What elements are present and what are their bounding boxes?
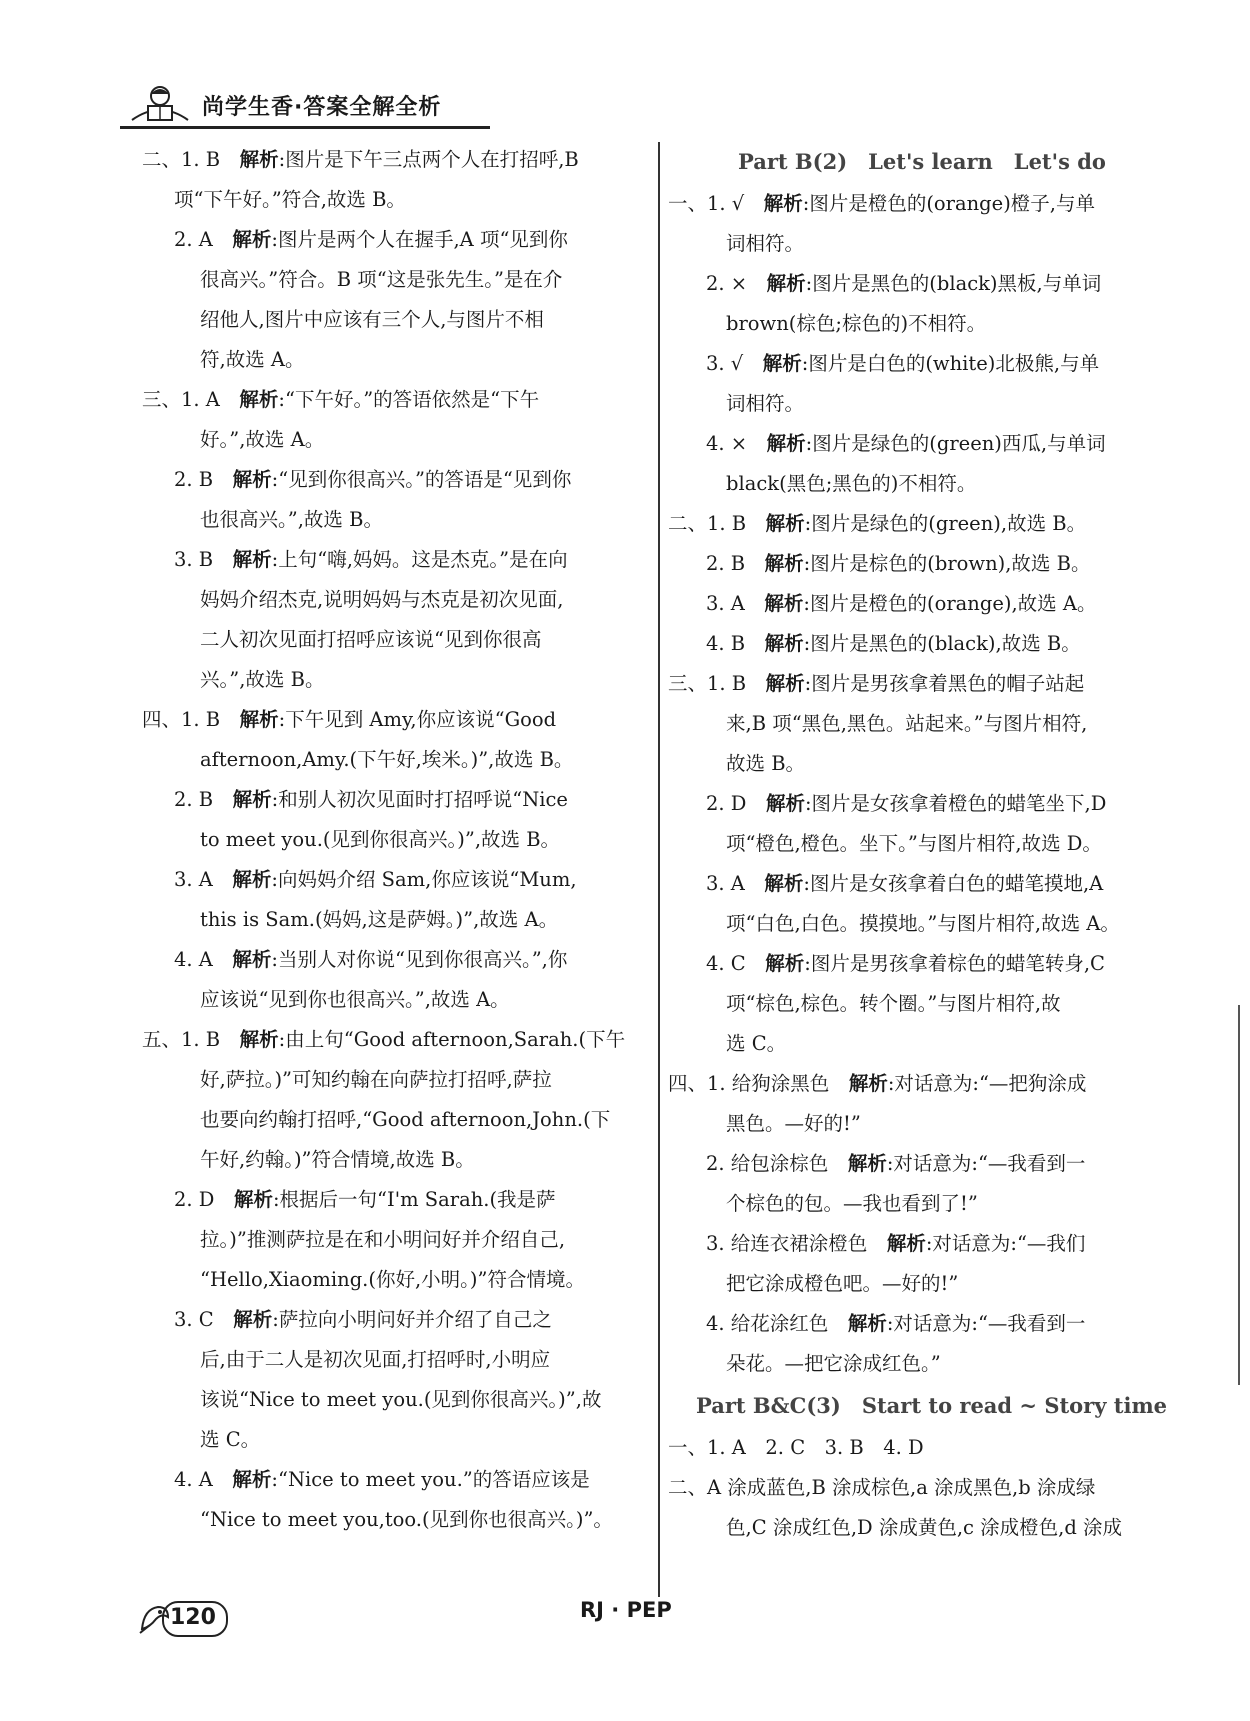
answer-line <box>668 424 1193 464</box>
page-number: 120 <box>170 1605 216 1630</box>
analysis-label: 解析 <box>239 1028 279 1051</box>
page-number-badge <box>140 1597 230 1637</box>
answer-text: :“见到你很高兴。”的答语是“见到你 <box>271 468 572 491</box>
answer-text: 兴。”,故选 B。 <box>200 668 325 691</box>
answer-line <box>142 700 652 740</box>
answer-line <box>142 860 652 900</box>
answer-text: this is Sam.(妈妈,这是萨姆。)”,故选 A。 <box>200 908 559 931</box>
answer-text: :由上句“Good afternoon,Sarah.(下午 <box>278 1028 626 1051</box>
answer-text: afternoon,Amy.(下午好,埃米。)”,故选 B。 <box>200 748 574 771</box>
answer-line <box>142 420 652 460</box>
answer-text: 4. × <box>706 432 767 455</box>
answer-line <box>668 544 1193 584</box>
answer-line <box>142 300 652 340</box>
answer-line <box>142 620 652 660</box>
answer-line <box>142 1340 652 1380</box>
answer-line <box>668 1104 1193 1144</box>
analysis-label: 解析 <box>232 1468 272 1491</box>
answer-text: to meet you.(见到你很高兴。)”,故选 B。 <box>200 828 561 851</box>
answer-text: 也要向约翰打招呼,“Good afternoon,John.(下 <box>200 1108 611 1131</box>
answer-text: :“下午好。”的答语依然是“下午 <box>278 388 540 411</box>
answer-line <box>668 1468 1193 1508</box>
analysis-label: 解析 <box>239 708 279 731</box>
answer-text: 3. A <box>706 592 765 615</box>
answer-line <box>668 304 1193 344</box>
answer-text: :根据后一句“I'm Sarah.(我是萨 <box>272 1188 556 1211</box>
answer-line <box>142 380 652 420</box>
answer-line <box>668 1064 1193 1104</box>
answer-text: 后,由于二人是初次见面,打招呼时,小明应 <box>200 1348 551 1371</box>
answer-text: 4. A <box>174 1468 233 1491</box>
answer-text: 很高兴。”符合。B 项“这是张先生。”是在介 <box>200 268 563 291</box>
answer-line <box>142 980 652 1020</box>
answer-text: 色,C 涂成红色,D 涂成黄色,c 涂成橙色,d 涂成 <box>726 1516 1123 1539</box>
answer-line <box>668 1304 1193 1344</box>
answer-line <box>668 464 1193 504</box>
answer-text: :对话意为:“—我看到一 <box>886 1152 1086 1175</box>
answer-text: 项“白色,白色。摸摸地。”与图片相符,故选 A。 <box>726 912 1120 935</box>
answer-text: :图片是白色的(white)北极熊,与单 <box>801 352 1100 375</box>
answer-text: :图片是两个人在握手,A 项“见到你 <box>271 228 568 251</box>
answer-text: 4. 给花涂红色 <box>706 1312 848 1335</box>
analysis-label: 解析 <box>764 592 804 615</box>
answer-line <box>142 1300 652 1340</box>
edition-label: RJ · PEP <box>580 1598 672 1622</box>
answer-text: 黑色。—好的!” <box>726 1112 861 1135</box>
answer-line <box>668 1144 1193 1184</box>
answer-text: 2. B <box>706 552 765 575</box>
answer-line <box>142 1220 652 1260</box>
answer-text: “Nice to meet you,too.(见到你也很高兴。)”。 <box>200 1508 613 1531</box>
answer-text: 午好,约翰。)”符合情境,故选 B。 <box>200 1148 475 1171</box>
answer-line <box>142 180 652 220</box>
answer-text: :图片是橙色的(orange)橙子,与单 <box>802 192 1096 215</box>
analysis-label: 解析 <box>766 432 806 455</box>
answer-text: :图片是男孩拿着黑色的帽子站起 <box>804 672 1085 695</box>
answer-text: 3. B <box>174 548 233 571</box>
answer-text: 4. A <box>174 948 233 971</box>
answer-line <box>142 260 652 300</box>
page-edge-mark <box>1238 1005 1240 1385</box>
answer-line <box>668 784 1193 824</box>
analysis-label: 解析 <box>232 548 272 571</box>
answer-text: 应该说“见到你也很高兴。”,故选 A。 <box>200 988 510 1011</box>
answer-line <box>142 1140 652 1180</box>
answer-text: :对话意为:“—我们 <box>925 1232 1086 1255</box>
answer-text: 一、1. √ <box>668 192 764 215</box>
reading-child-logo-icon <box>130 82 190 126</box>
analysis-label: 解析 <box>765 792 805 815</box>
answer-text: :图片是棕色的(brown),故选 B。 <box>803 552 1091 575</box>
answer-text: :图片是橙色的(orange),故选 A。 <box>803 592 1097 615</box>
answer-text: 词相符。 <box>726 232 805 255</box>
answer-line <box>142 1180 652 1220</box>
analysis-label: 解析 <box>765 672 805 695</box>
analysis-label: 解析 <box>233 1308 273 1331</box>
analysis-label: 解析 <box>764 872 804 895</box>
answer-line <box>142 1500 652 1540</box>
answer-line <box>668 1508 1193 1548</box>
answer-text: 3. √ <box>706 352 763 375</box>
answer-text: 二、A 涂成蓝色,B 涂成棕色,a 涂成黑色,b 涂成绿 <box>668 1476 1096 1499</box>
answer-text: 妈妈介绍杰克,说明妈妈与杰克是初次见面, <box>200 588 564 611</box>
answer-line <box>668 1184 1193 1224</box>
answer-text: 五、1. B <box>142 1028 240 1051</box>
answer-text: :图片是男孩拿着棕色的蜡笔转身,C <box>804 952 1105 975</box>
right-answers-block-2 <box>668 1428 1193 1548</box>
header-title: 尚学生香·答案全解全析 <box>202 95 442 120</box>
answer-text: 三、1. B <box>668 672 766 695</box>
answer-text: 4. B <box>706 632 765 655</box>
answer-line <box>668 344 1193 384</box>
answer-text: 2. B <box>174 468 233 491</box>
answer-text: :图片是女孩拿着白色的蜡笔摸地,A <box>803 872 1104 895</box>
answer-line <box>668 584 1193 624</box>
analysis-label: 解析 <box>847 1312 887 1335</box>
answer-line <box>142 1020 652 1060</box>
answer-text: 3. A <box>174 868 233 891</box>
answer-line <box>142 1460 652 1500</box>
analysis-label: 解析 <box>232 468 272 491</box>
analysis-label: 解析 <box>762 352 802 375</box>
answer-text: 2. 给包涂棕色 <box>706 1152 848 1175</box>
answer-text: 2. B <box>174 788 233 811</box>
answer-line <box>142 1380 652 1420</box>
answer-line <box>142 1260 652 1300</box>
answer-line <box>668 1024 1193 1064</box>
answer-text: “Hello,Xiaoming.(你好,小明。)”符合情境。 <box>200 1268 586 1291</box>
answer-text: 2. D <box>174 1188 234 1211</box>
answer-line <box>668 224 1193 264</box>
answer-line <box>142 540 652 580</box>
column-divider <box>658 142 660 1597</box>
answer-line <box>142 460 652 500</box>
answer-text: :图片是绿色的(green),故选 B。 <box>804 512 1087 535</box>
analysis-label: 解析 <box>847 1152 887 1175</box>
analysis-label: 解析 <box>232 228 272 251</box>
answer-text: 四、1. 给狗涂黑色 <box>668 1072 849 1095</box>
answer-text: 个棕色的包。—我也看到了!” <box>726 1192 978 1215</box>
answer-text: 二人初次见面打招呼应该说“见到你很高 <box>200 628 542 651</box>
analysis-label: 解析 <box>232 788 272 811</box>
answer-text: 该说“Nice to meet you.(见到你很高兴。)”,故 <box>200 1388 602 1411</box>
answer-text: 2. × <box>706 272 767 295</box>
right-answers-block-1 <box>668 184 1193 1384</box>
answer-line <box>668 904 1193 944</box>
answer-text: :图片是黑色的(black)黑板,与单词 <box>805 272 1102 295</box>
answer-line <box>668 824 1193 864</box>
answer-line <box>142 140 652 180</box>
answer-text: 四、1. B <box>142 708 240 731</box>
answer-line <box>668 944 1193 984</box>
answer-text: :下午见到 Amy,你应该说“Good <box>278 708 557 731</box>
left-column <box>142 140 652 1540</box>
answer-text: :萨拉向小明问好并介绍了自己之 <box>272 1308 552 1331</box>
answer-text: brown(棕色;棕色的)不相符。 <box>726 312 987 335</box>
answer-line <box>142 580 652 620</box>
analysis-label: 解析 <box>232 868 272 891</box>
answer-line <box>142 500 652 540</box>
answer-line <box>668 664 1193 704</box>
answer-text: :图片是绿色的(green)西瓜,与单词 <box>805 432 1106 455</box>
answer-line <box>668 984 1193 1024</box>
answer-line <box>142 780 652 820</box>
answer-line <box>668 1344 1193 1384</box>
analysis-label: 解析 <box>765 952 805 975</box>
answer-text: 项“橙色,橙色。坐下。”与图片相符,故选 D。 <box>726 832 1102 855</box>
answer-line <box>142 900 652 940</box>
header-rule <box>120 126 490 129</box>
answer-text: :向妈妈介绍 Sam,你应该说“Mum, <box>271 868 577 891</box>
analysis-label: 解析 <box>765 512 805 535</box>
answer-text: :对话意为:“—我看到一 <box>886 1312 1086 1335</box>
answer-text: 一、1. A 2. C 3. B 4. D <box>668 1436 924 1459</box>
analysis-label: 解析 <box>239 388 279 411</box>
answer-line <box>668 1264 1193 1304</box>
answer-text: 选 C。 <box>726 1032 787 1055</box>
answer-text: :上句“嗨,妈妈。这是杰克。”是在向 <box>271 548 568 571</box>
answer-line <box>142 1060 652 1100</box>
answer-line <box>668 1224 1193 1264</box>
right-column <box>668 140 1193 1548</box>
analysis-label: 解析 <box>220 148 279 171</box>
answer-line <box>142 660 652 700</box>
answer-text: black(黑色;黑色的)不相符。 <box>726 472 977 495</box>
analysis-label: 解析 <box>233 1188 273 1211</box>
analysis-label: 解析 <box>232 948 272 971</box>
analysis-label: 解析 <box>764 552 804 575</box>
answer-text: :“Nice to meet you.”的答语应该是 <box>271 1468 590 1491</box>
answer-line <box>142 820 652 860</box>
answer-text: 3. A <box>706 872 765 895</box>
answer-text: :当别人对你说“见到你很高兴。”,你 <box>271 948 568 971</box>
answer-text: :图片是黑色的(black),故选 B。 <box>803 632 1081 655</box>
answer-text: 来,B 项“黑色,黑色。站起来。”与图片相符, <box>726 712 1088 735</box>
answer-line <box>142 220 652 260</box>
answer-line <box>668 504 1193 544</box>
answer-text: 好。”,故选 A。 <box>200 428 325 451</box>
answer-text: 项“下午好。”符合,故选 B。 <box>174 188 406 211</box>
analysis-label: 解析 <box>886 1232 926 1255</box>
answer-text: 2. A <box>174 228 233 251</box>
answer-text: 也很高兴。”,故选 B。 <box>200 508 383 531</box>
answer-text: 绍他人,图片中应该有三个人,与图片不相 <box>200 308 544 331</box>
answer-line <box>142 340 652 380</box>
analysis-label: 解析 <box>848 1072 888 1095</box>
answer-text: 2. D <box>706 792 766 815</box>
answer-line <box>668 184 1193 224</box>
answer-line <box>142 1100 652 1140</box>
answer-text: 词相符。 <box>726 392 805 415</box>
answer-text: 符,故选 A。 <box>200 348 305 371</box>
answer-line <box>668 384 1193 424</box>
answer-line <box>142 940 652 980</box>
answer-text: :和别人初次见面时打招呼说“Nice <box>271 788 568 811</box>
section-heading-part-bc3: Part B&C(3) Start to read ~ Story time <box>696 1393 1168 1418</box>
section-heading-part-b2: Part B(2) Let's learn Let's do <box>738 149 1106 174</box>
answer-line <box>142 1420 652 1460</box>
answer-text: 朵花。—把它涂成红色。” <box>726 1352 941 1375</box>
answer-line <box>668 864 1193 904</box>
answer-text: 二、1. B <box>142 148 221 171</box>
answer-text: 拉。)”推测萨拉是在和小明问好并介绍自己, <box>200 1228 566 1251</box>
answer-text: :图片是下午三点两个人在打招呼,B <box>278 148 579 171</box>
answer-text: 4. C <box>706 952 766 975</box>
answer-text: 把它涂成橙色吧。—好的!” <box>726 1272 959 1295</box>
answer-text: 故选 B。 <box>726 752 806 775</box>
answer-text: 二、1. B <box>668 512 766 535</box>
answer-text: 选 C。 <box>200 1428 261 1451</box>
answer-line <box>668 624 1193 664</box>
answer-text: :对话意为:“—把狗涂成 <box>887 1072 1087 1095</box>
analysis-label: 解析 <box>764 632 804 655</box>
analysis-label: 解析 <box>766 272 806 295</box>
answer-text: 3. C <box>174 1308 234 1331</box>
answer-line <box>668 704 1193 744</box>
page-header <box>120 82 480 128</box>
answer-line <box>668 744 1193 784</box>
answer-text: 项“棕色,棕色。转个圈。”与图片相符,故 <box>726 992 1061 1015</box>
answer-text: :图片是女孩拿着橙色的蜡笔坐下,D <box>804 792 1107 815</box>
analysis-label: 解析 <box>763 192 803 215</box>
answer-text: 三、1. A <box>142 388 240 411</box>
answer-text: 好,萨拉。)”可知约翰在向萨拉打招呼,萨拉 <box>200 1068 552 1091</box>
answer-line <box>142 740 652 780</box>
answer-line <box>668 264 1193 304</box>
answer-line <box>668 1428 1193 1468</box>
answer-text: 3. 给连衣裙涂橙色 <box>706 1232 887 1255</box>
